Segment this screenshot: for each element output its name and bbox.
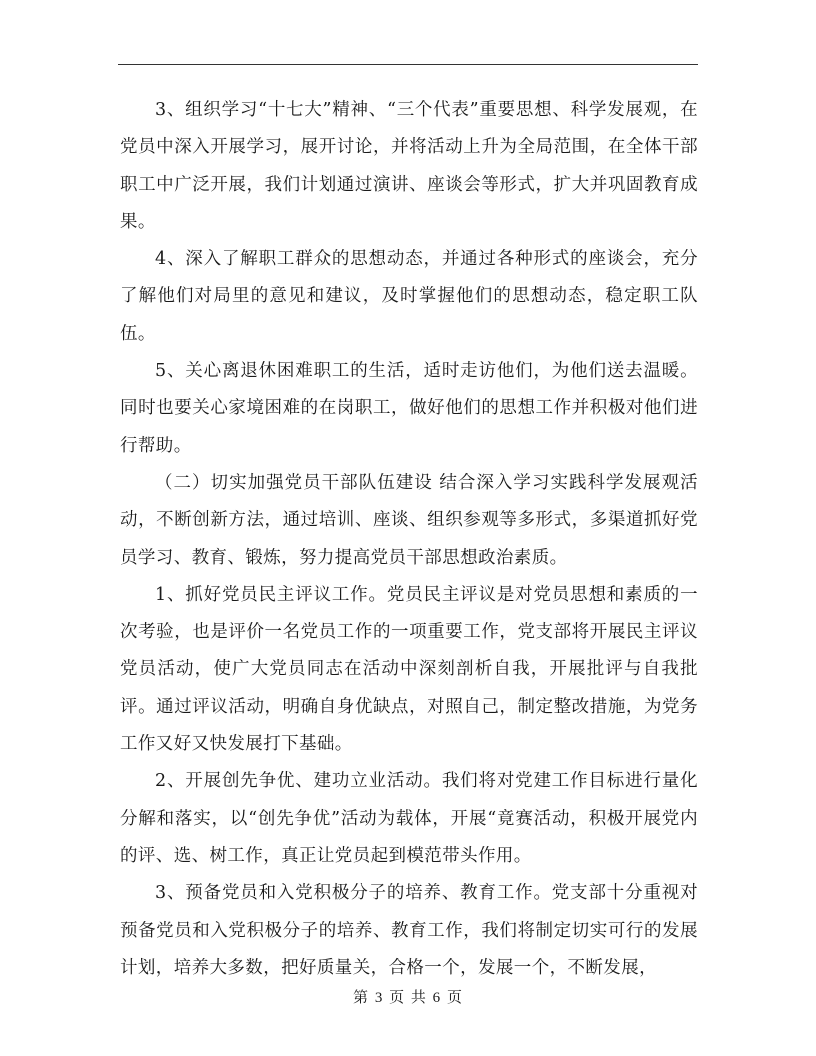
paragraph-item-3b: 3、预备党员和入党积极分子的培养、教育工作。党支部十分重视对预备党员和入党积极分子的培养、教育工作，我们将制定切实可行的发展计划，培养大多数，把好质量关，合格一个，发展一个，不断发展， <box>120 883 698 978</box>
paragraph-item-4: 4、深入了解职工群众的思想动态，并通过各种形式的座谈会，充分了解他们对局里的意见和建议，及时掌握他们的思想动态，稳定职工队伍。 <box>120 249 698 344</box>
footer-suffix: 页 <box>446 988 463 1006</box>
paragraph-item-5: 5、关心离退休困难职工的生活，适时走访他们，为他们送去温暖。同时也要关心家境困难的在岗职工，做好他们的思想工作并积极对他们进行帮助。 <box>120 361 698 456</box>
header-rule <box>118 64 698 65</box>
footer-middle: 页 共 <box>389 988 427 1006</box>
page-number: 3 <box>374 990 384 1006</box>
total-pages: 6 <box>432 990 442 1006</box>
section-heading-paragraph: （二）切实加强党员干部队伍建设 结合深入学习实践科学发展观活动，不断创新方法，通过培训、座谈、组织参观等多形式，多渠道抓好党员学习、教育、锻炼，努力提高党员干部思想政治素质。 <box>120 472 698 568</box>
paragraph-item-2: 2、开展创先争优、建功立业活动。我们将对党建工作目标进行量化分解和落实，以“创先争优”活动为载体，开展“竟赛活动，积极开展党内的评、选、树工作，真正让党员起到模范带头作用。 <box>120 771 698 866</box>
paragraph-item-3: 3、组织学习“十七大”精神、“三个代表”重要思想、科学发展观，在党员中深入开展学习，展开讨论，并将活动上升为全局范围，在全体干部职工中广泛开展，我们计划通过演讲、座谈会等形式，扩大并巩固教育成果。 <box>120 100 698 232</box>
page-footer <box>0 986 816 1007</box>
paragraph-item-1: 1、抓好党员民主评议工作。党员民主评议是对党员思想和素质的一次考验，也是评价一名党员工作的一项重要工作，党支部将开展民主评议党员活动，使广大党员同志在活动中深刻剖析自我，开展批评与自我批评。通过评议活动，明确自身优缺点，对照自己，制定整改措施，为党务工作又好又快发展打下基础。 <box>120 584 698 755</box>
document-body <box>120 92 698 987</box>
footer-prefix: 第 <box>353 988 370 1006</box>
